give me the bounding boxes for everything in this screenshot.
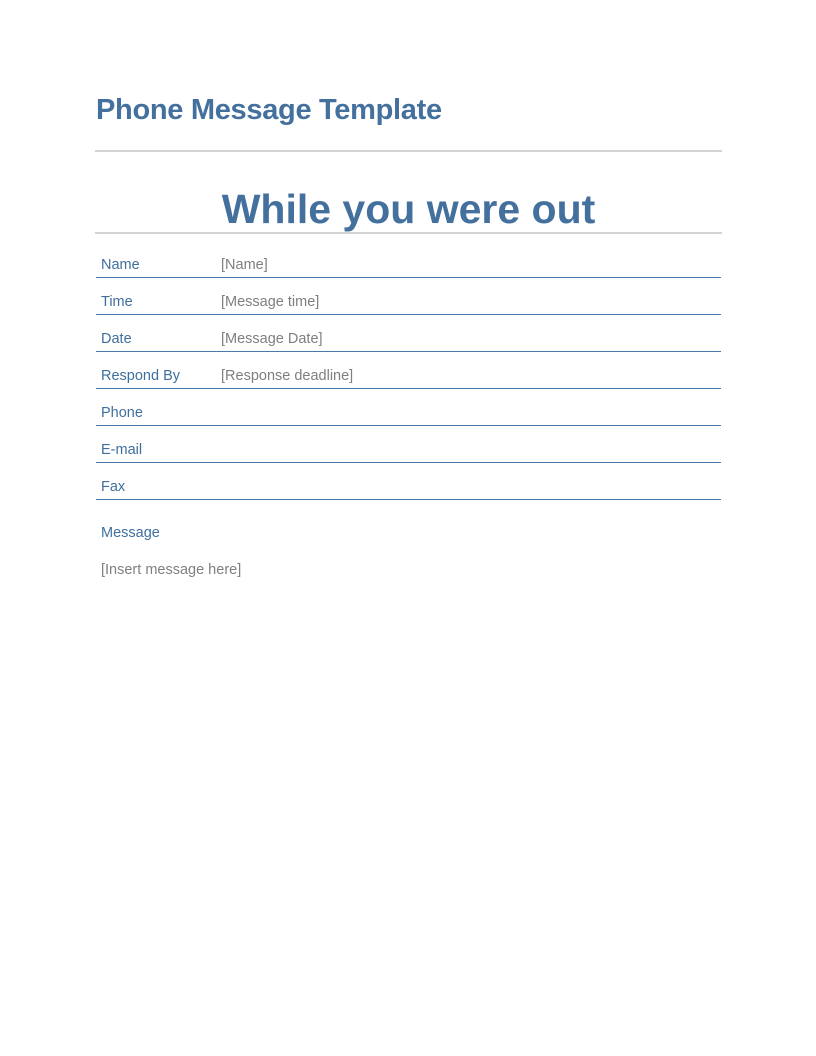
title-divider bbox=[95, 150, 722, 152]
name-label: Name bbox=[101, 257, 140, 273]
message-field[interactable]: [Insert message here] bbox=[101, 562, 242, 578]
date-field[interactable]: [Message Date] bbox=[221, 331, 323, 347]
form-row-name bbox=[96, 241, 721, 278]
time-label: Time bbox=[101, 294, 133, 310]
page-title: Phone Message Template bbox=[96, 94, 442, 126]
form-row-phone bbox=[96, 389, 721, 426]
time-field[interactable]: [Message time] bbox=[221, 294, 320, 310]
message-label: Message bbox=[101, 525, 160, 541]
date-label: Date bbox=[101, 331, 132, 347]
form-row-date bbox=[96, 315, 721, 352]
phone-label: Phone bbox=[101, 405, 143, 421]
heading-divider bbox=[95, 232, 722, 234]
name-field[interactable]: [Name] bbox=[221, 257, 268, 273]
respond-by-label: Respond By bbox=[101, 368, 180, 384]
form-row-respond-by bbox=[96, 352, 721, 389]
form-row-time bbox=[96, 278, 721, 315]
email-label: E-mail bbox=[101, 442, 143, 458]
message-form bbox=[96, 241, 721, 500]
form-heading: While you were out bbox=[221, 186, 596, 232]
fax-label: Fax bbox=[101, 479, 126, 495]
form-row-fax bbox=[96, 463, 721, 500]
respond-by-field[interactable]: [Response deadline] bbox=[221, 368, 354, 384]
form-row-email bbox=[96, 426, 721, 463]
